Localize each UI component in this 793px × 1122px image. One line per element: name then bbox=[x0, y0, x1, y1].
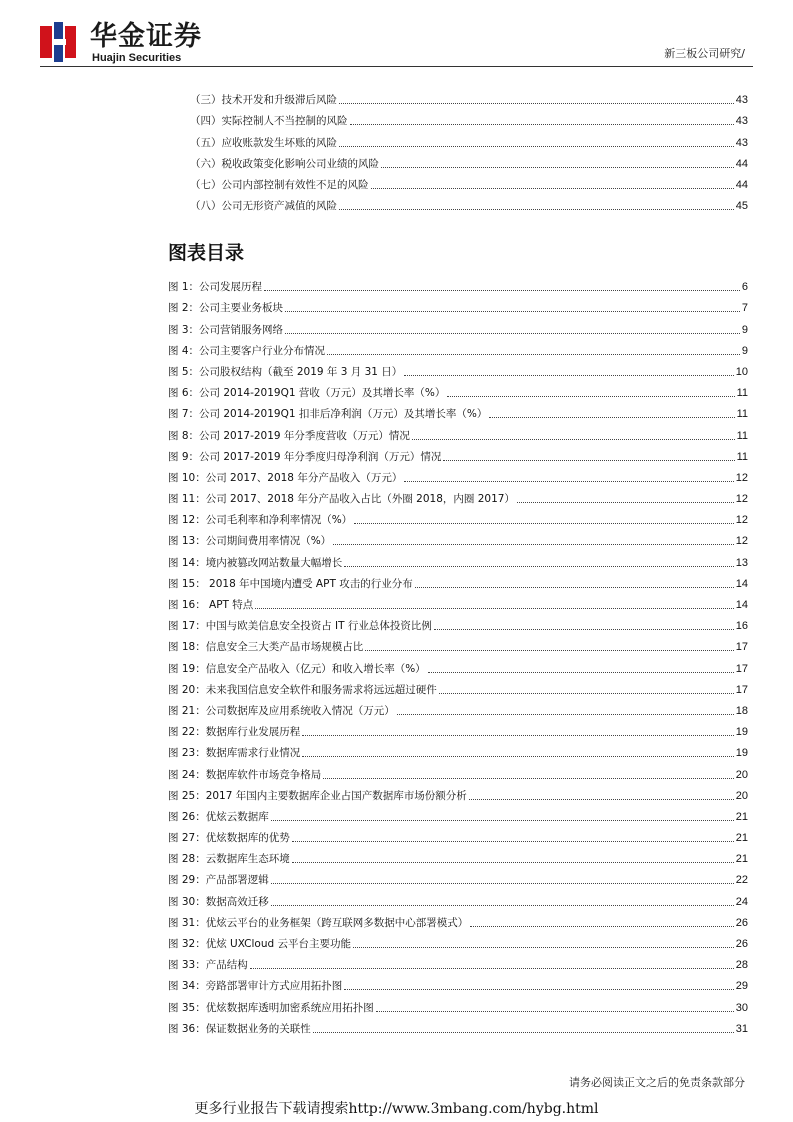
dot-leader bbox=[428, 672, 734, 673]
risk-toc-item-page: 44 bbox=[735, 157, 748, 170]
dot-leader bbox=[376, 1011, 734, 1012]
dot-leader bbox=[271, 820, 734, 821]
figure-toc-item-label: 图 21：公司数据库及应用系统收入情况（万元） bbox=[168, 704, 395, 717]
dot-leader bbox=[271, 883, 734, 884]
figure-toc-item-label: 图 22：数据库行业发展历程 bbox=[168, 726, 301, 739]
figure-toc-item[interactable] bbox=[168, 443, 748, 464]
figure-toc-item-page: 16 bbox=[735, 620, 748, 633]
risk-toc-item-page: 45 bbox=[735, 200, 748, 213]
dot-leader bbox=[434, 629, 734, 630]
figure-toc-item[interactable] bbox=[168, 337, 748, 358]
risk-toc-item-page: 43 bbox=[735, 136, 748, 149]
dot-leader bbox=[412, 439, 735, 440]
figure-toc-item[interactable] bbox=[168, 570, 748, 591]
figure-toc-item[interactable] bbox=[168, 697, 748, 718]
dot-leader bbox=[350, 124, 734, 125]
risk-toc-item-label: （七）公司内部控制有效性不足的风险 bbox=[190, 178, 369, 191]
figure-toc-item-label: 图 20：未来我国信息安全软件和服务需求将远远超过硬件 bbox=[168, 683, 437, 696]
figure-toc-item-page: 17 bbox=[735, 662, 748, 675]
figure-toc-item[interactable] bbox=[168, 485, 748, 506]
figure-toc-item-label: 图 10：公司 2017、2018 年分产品收入（万元） bbox=[168, 471, 403, 484]
figure-toc-item-label: 图 18：信息安全三大类产品市场规模占比 bbox=[168, 641, 364, 654]
figure-toc-item-page: 12 bbox=[735, 514, 748, 527]
figure-toc-item-label: 图 35：优炫数据库透明加密系统应用拓扑图 bbox=[168, 1001, 374, 1014]
figure-toc-item-page: 12 bbox=[735, 535, 748, 548]
figure-toc-item[interactable] bbox=[168, 972, 748, 993]
figure-toc-item-page: 21 bbox=[735, 832, 748, 845]
figure-toc-item[interactable] bbox=[168, 824, 748, 845]
figure-toc-item-page: 13 bbox=[735, 556, 748, 569]
risk-toc-item-label: （六）税收政策变化影响公司业绩的风险 bbox=[190, 157, 379, 170]
figure-toc-item[interactable] bbox=[168, 782, 748, 803]
dot-leader bbox=[255, 608, 733, 609]
dot-leader bbox=[323, 778, 734, 779]
figure-toc-item-page: 7 bbox=[741, 302, 748, 315]
download-link-text[interactable]: 更多行业报告下载请搜索http://www.3mbang.com/hybg.html bbox=[194, 1101, 599, 1117]
figure-toc-item-page: 26 bbox=[735, 938, 748, 950]
figure-toc-item-page: 14 bbox=[735, 577, 748, 590]
figure-toc-item-page: 14 bbox=[735, 599, 748, 611]
dot-leader bbox=[292, 841, 734, 842]
figure-toc-item-label: 图 12：公司毛利率和净利率情况（%） bbox=[168, 514, 353, 527]
figure-toc-item-page: 6 bbox=[741, 281, 748, 294]
figure-toc-item-page: 9 bbox=[741, 323, 748, 336]
dot-leader bbox=[517, 502, 734, 503]
brand-name-cn: 华金证券 bbox=[90, 21, 202, 52]
figure-toc-item-page: 19 bbox=[735, 747, 748, 760]
risk-toc-item[interactable] bbox=[168, 171, 748, 192]
dot-leader bbox=[344, 566, 734, 567]
risk-toc-item[interactable] bbox=[168, 86, 748, 107]
figure-toc-item-label: 图 32：优炫 UXCloud 云平台主要功能 bbox=[168, 938, 351, 950]
figure-toc-item-page: 9 bbox=[741, 344, 748, 357]
figure-toc-item[interactable] bbox=[168, 993, 748, 1014]
risk-toc-item[interactable] bbox=[168, 150, 748, 171]
figure-toc-item-page: 11 bbox=[736, 429, 748, 442]
figure-toc-item[interactable] bbox=[168, 294, 748, 315]
figure-toc-item-label: 图 25：2017 年国内主要数据库企业占国产数据库市场份额分析 bbox=[168, 789, 467, 802]
dot-leader bbox=[397, 714, 734, 715]
figure-toc-item[interactable] bbox=[168, 379, 748, 400]
disclaimer-note: 请务必阅读正文之后的免责条款部分 bbox=[569, 1076, 745, 1089]
figure-toc-item-label: 图 4：公司主要客户行业分布情况 bbox=[168, 344, 326, 357]
figure-toc-item-label: 图 31：优炫云平台的业务框架（跨互联网多数据中心部署模式） bbox=[168, 916, 469, 929]
figure-toc-item-label: 图 3：公司营销服务网络 bbox=[168, 323, 284, 336]
figure-toc-item-label: 图 28：云数据库生态环境 bbox=[168, 853, 290, 866]
figure-toc-item-page: 10 bbox=[735, 365, 748, 378]
dot-leader bbox=[250, 968, 734, 969]
figure-toc-item[interactable] bbox=[168, 654, 748, 675]
risk-toc-list bbox=[168, 86, 748, 213]
figure-toc-item-label: 图 36：保证数据业务的关联性 bbox=[168, 1022, 311, 1035]
figure-toc-item-page: 21 bbox=[735, 853, 748, 866]
figure-toc-item-label: 图 26：优炫云数据库 bbox=[168, 810, 269, 823]
dot-leader bbox=[327, 354, 740, 355]
figure-toc-item[interactable] bbox=[168, 1015, 748, 1036]
dot-leader bbox=[264, 290, 740, 291]
figure-toc-item-page: 20 bbox=[735, 768, 748, 781]
figure-toc-item[interactable] bbox=[168, 527, 748, 548]
figure-toc-item-label: 图 15： 2018 年中国境内遭受 APT 攻击的行业分布 bbox=[168, 577, 413, 590]
figure-toc-item-page: 12 bbox=[735, 471, 748, 484]
figure-toc-item[interactable] bbox=[168, 273, 748, 294]
figure-toc-item-page: 17 bbox=[735, 641, 748, 654]
dot-leader bbox=[302, 735, 734, 736]
risk-toc-item[interactable] bbox=[168, 128, 748, 149]
dot-leader bbox=[285, 311, 740, 312]
figure-section-title: 图表目录 bbox=[168, 242, 245, 264]
figure-toc-item-page: 24 bbox=[735, 895, 748, 908]
dot-leader bbox=[313, 1032, 734, 1033]
figure-toc-item[interactable] bbox=[168, 612, 748, 633]
figure-toc-item[interactable] bbox=[168, 548, 748, 569]
figure-toc-item[interactable] bbox=[168, 866, 748, 887]
figure-toc-item[interactable] bbox=[168, 887, 748, 908]
dot-leader bbox=[404, 481, 733, 482]
figure-toc-item-label: 图 30：数据高效迁移 bbox=[168, 895, 269, 908]
figure-toc-item[interactable] bbox=[168, 760, 748, 781]
figure-toc-item-label: 图 19：信息安全产品收入（亿元）和收入增长率（%） bbox=[168, 662, 426, 675]
dot-leader bbox=[365, 650, 734, 651]
figure-toc-item-label: 图 23：数据库需求行业情况 bbox=[168, 747, 301, 760]
figure-toc-item[interactable] bbox=[168, 909, 748, 930]
dot-leader bbox=[443, 460, 734, 461]
figure-toc-item-label: 图 8：公司 2017-2019 年分季度营收（万元）情况 bbox=[168, 429, 410, 442]
figure-toc-item[interactable] bbox=[168, 591, 748, 612]
figure-toc-item-page: 31 bbox=[735, 1022, 748, 1035]
dot-leader bbox=[344, 989, 734, 990]
dot-leader bbox=[469, 799, 734, 800]
risk-toc-item-label: （四）实际控制人不当控制的风险 bbox=[190, 115, 348, 128]
report-type: 新三板公司研究/ bbox=[664, 47, 745, 60]
figure-toc-item-label: 图 14：境内被篡改网站数量大幅增长 bbox=[168, 556, 343, 569]
figure-toc-item-page: 21 bbox=[735, 810, 748, 823]
risk-toc-item-label: （八）公司无形资产减值的风险 bbox=[190, 200, 337, 213]
figure-toc-item-label: 图 24：数据库软件市场竞争格局 bbox=[168, 768, 322, 781]
dot-leader bbox=[271, 905, 734, 906]
figure-toc-item[interactable] bbox=[168, 633, 748, 654]
risk-toc-item-page: 43 bbox=[735, 115, 748, 128]
figure-toc-item[interactable] bbox=[168, 951, 748, 972]
figure-toc-item-page: 28 bbox=[735, 959, 748, 972]
figure-toc-item-label: 图 16： APT 特点 bbox=[168, 599, 254, 611]
figure-toc-item-page: 29 bbox=[735, 980, 748, 993]
figure-toc-item-page: 26 bbox=[735, 916, 748, 929]
figure-toc-list bbox=[168, 273, 748, 1036]
dot-leader bbox=[354, 523, 734, 524]
figure-toc-item[interactable] bbox=[168, 358, 748, 379]
page-header bbox=[0, 0, 793, 70]
figure-toc-item-page: 19 bbox=[735, 726, 748, 739]
figure-toc-item-label: 图 34：旁路部署审计方式应用拓扑图 bbox=[168, 980, 343, 993]
dot-leader bbox=[447, 396, 734, 397]
figure-toc-item[interactable] bbox=[168, 464, 748, 485]
huajin-logo-icon bbox=[40, 22, 76, 62]
figure-toc-item[interactable] bbox=[168, 506, 748, 527]
figure-toc-item-label: 图 1：公司发展历程 bbox=[168, 281, 263, 294]
dot-leader bbox=[470, 926, 734, 927]
figure-toc-item-page: 20 bbox=[735, 789, 748, 802]
figure-toc-item-page: 12 bbox=[735, 493, 748, 506]
figure-toc-item-label: 图 5：公司股权结构（截至 2019 年 3 月 31 日） bbox=[168, 365, 403, 378]
figure-toc-item-page: 11 bbox=[736, 408, 748, 421]
risk-toc-item-label: （五）应收账款发生坏账的风险 bbox=[190, 136, 337, 149]
figure-toc-item[interactable] bbox=[168, 718, 748, 739]
header-divider bbox=[40, 66, 753, 67]
figure-toc-item[interactable] bbox=[168, 315, 748, 336]
dot-leader bbox=[292, 862, 734, 863]
brand-name-en: Huajin Securities bbox=[92, 52, 182, 64]
dot-leader bbox=[371, 188, 734, 189]
dot-leader bbox=[415, 587, 734, 588]
figure-toc-item-page: 11 bbox=[736, 387, 748, 400]
dot-leader bbox=[489, 417, 734, 418]
dot-leader bbox=[333, 544, 734, 545]
dot-leader bbox=[353, 947, 734, 948]
figure-toc-item-page: 11 bbox=[736, 450, 748, 463]
figure-toc-item-label: 图 33：产品结构 bbox=[168, 959, 248, 972]
figure-toc-item-page: 17 bbox=[735, 683, 748, 696]
figure-toc-item[interactable] bbox=[168, 676, 748, 697]
figure-toc-item-page: 18 bbox=[735, 704, 748, 717]
dot-leader bbox=[285, 333, 740, 334]
dot-leader bbox=[381, 167, 734, 168]
figure-toc-item[interactable] bbox=[168, 421, 748, 442]
dot-leader bbox=[439, 693, 734, 694]
figure-toc-item-page: 22 bbox=[735, 874, 748, 887]
figure-toc-item-label: 图 27：优炫数据库的优势 bbox=[168, 832, 290, 845]
figure-toc-item-label: 图 9：公司 2017-2019 年分季度归母净利润（万元）情况 bbox=[168, 450, 442, 463]
figure-toc-item[interactable] bbox=[168, 845, 748, 866]
figure-toc-item[interactable] bbox=[168, 803, 748, 824]
risk-toc-item-label: （三）技术开发和升级滞后风险 bbox=[190, 94, 337, 107]
figure-toc-item-label: 图 6：公司 2014-2019Q1 营收（万元）及其增长率（%） bbox=[168, 387, 446, 400]
figure-toc-item-label: 图 13：公司期间费用率情况（%） bbox=[168, 535, 332, 548]
figure-toc-item-label: 图 11：公司 2017、2018 年分产品收入占比（外圈 2018，内圈 2017） bbox=[168, 493, 515, 506]
figure-toc-item[interactable] bbox=[168, 400, 748, 421]
dot-leader bbox=[302, 756, 734, 757]
figure-toc-item-label: 图 29：产品部署逻辑 bbox=[168, 874, 269, 887]
figure-toc-item-page: 30 bbox=[735, 1001, 748, 1014]
figure-toc-item-label: 图 2：公司主要业务板块 bbox=[168, 302, 284, 315]
figure-toc-item-label: 图 7：公司 2014-2019Q1 扣非后净利润（万元）及其增长率（%） bbox=[168, 408, 488, 421]
dot-leader bbox=[339, 209, 734, 210]
risk-toc-item[interactable] bbox=[168, 192, 748, 213]
figure-toc-item-label: 图 17：中国与欧美信息安全投资占 IT 行业总体投资比例 bbox=[168, 620, 432, 633]
risk-toc-item[interactable] bbox=[168, 107, 748, 128]
figure-toc-item[interactable] bbox=[168, 930, 748, 951]
figure-toc-item[interactable] bbox=[168, 739, 748, 760]
dot-leader bbox=[339, 103, 734, 104]
risk-toc-item-page: 44 bbox=[735, 178, 748, 191]
risk-toc-item-page: 43 bbox=[735, 94, 748, 107]
dot-leader bbox=[339, 146, 734, 147]
dot-leader bbox=[404, 375, 733, 376]
